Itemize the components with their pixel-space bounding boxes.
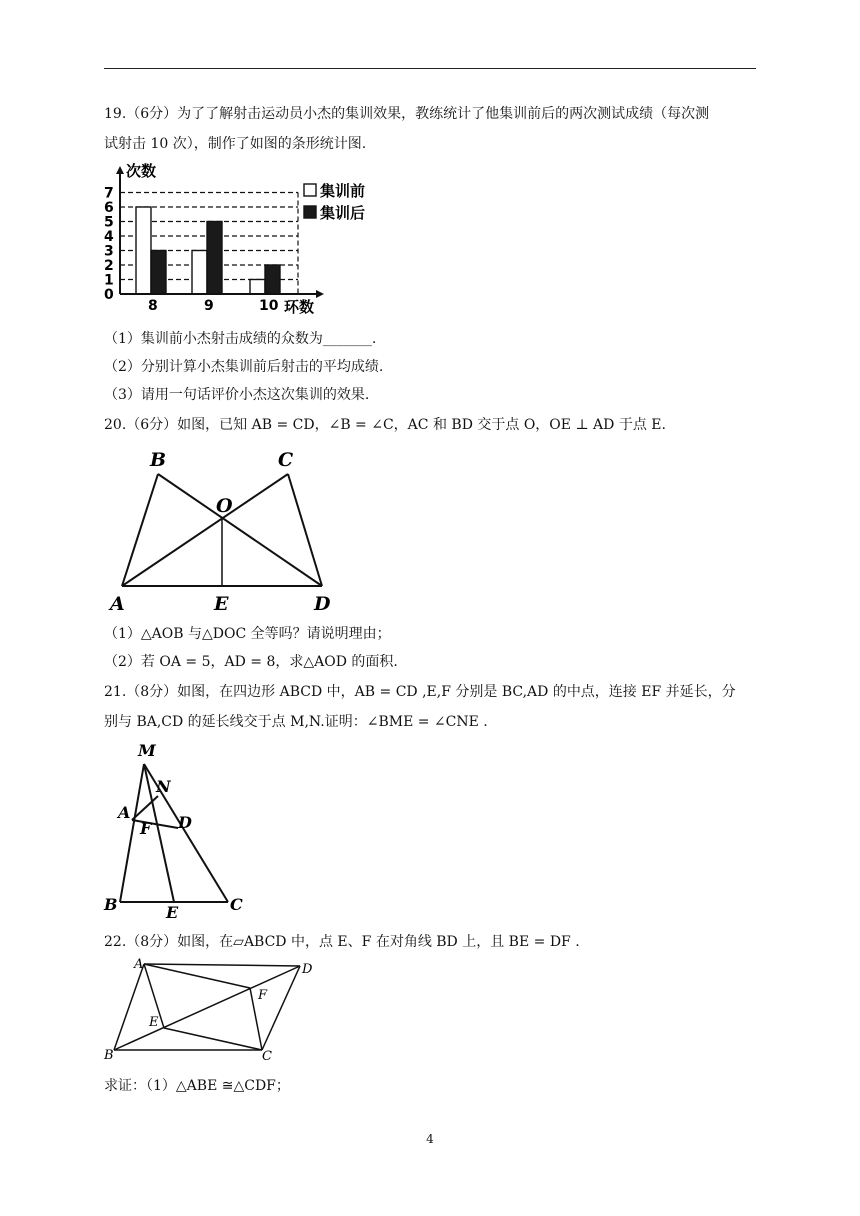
bar-before-10 <box>250 280 265 295</box>
label-A: A <box>118 803 131 822</box>
y-tick-label-6: 6 <box>104 200 114 216</box>
segment-AD <box>132 820 178 828</box>
segment-AC <box>122 474 288 586</box>
segment-EC <box>164 1028 262 1050</box>
label-A: A <box>110 593 125 615</box>
label-M: M <box>138 741 156 760</box>
label-N: N <box>156 777 171 796</box>
y-tick-label-4: 4 <box>104 229 114 245</box>
label-D: D <box>314 593 331 615</box>
q19-sub2: （2）分别计算小杰集训前后射击的平均成绩. <box>104 359 384 375</box>
segment-AD <box>144 964 300 966</box>
label-C: C <box>230 895 243 914</box>
q19-line2: 试射击 10 次），制作了如图的条形统计图. <box>104 136 367 152</box>
q22-figure <box>100 955 330 1067</box>
legend-label-1: 集训后 <box>320 204 366 222</box>
segment-BD <box>158 474 322 586</box>
q22-proof-line: 求证：（1）△ABE ≅△CDF； <box>104 1078 290 1094</box>
q19-bar-chart <box>100 158 390 318</box>
segment-BA <box>114 964 144 1050</box>
page-number: 4 <box>426 1132 434 1146</box>
q21-figure <box>100 740 260 922</box>
label-C: C <box>262 1049 272 1064</box>
q20-sub2: （2）若 OA = 5，AD = 8，求△AOD 的面积. <box>104 654 398 670</box>
segment-AF <box>144 964 250 988</box>
segment-DC <box>262 966 300 1050</box>
y-tick-label-3: 3 <box>104 243 114 260</box>
bar-before-9 <box>192 251 207 295</box>
x-axis-title: 环数 <box>284 298 315 316</box>
label-E: E <box>149 1015 159 1030</box>
label-E: E <box>214 593 229 615</box>
label-C: C <box>278 449 294 471</box>
y-tick-label-7: 7 <box>104 185 114 202</box>
q20-sub1: （1）△AOB 与△DOC 全等吗？请说明理由； <box>104 626 391 642</box>
bar-before-8 <box>136 207 151 294</box>
label-F: F <box>258 988 268 1003</box>
legend-swatch-1 <box>304 206 316 218</box>
q21-line1: 21.（8分）如图，在四边形 ABCD 中，AB = CD ,E,F 分别是 BC,AD 的中点，连接 EF 并延长，分 <box>104 684 736 700</box>
label-A: A <box>134 957 144 972</box>
x-tick-label-8: 8 <box>148 298 158 314</box>
label-B: B <box>150 449 167 471</box>
x-axis-arrow <box>316 290 324 298</box>
legend-swatch-0 <box>304 184 316 196</box>
label-B: B <box>104 1048 114 1063</box>
label-E: E <box>166 903 179 922</box>
legend-label-0: 集训前 <box>320 182 366 200</box>
y-tick-label-5: 5 <box>104 214 114 231</box>
label-F: F <box>140 819 152 838</box>
segment-AB <box>122 474 158 586</box>
y-axis-arrow <box>116 166 124 174</box>
chart-legend <box>304 182 365 222</box>
q22-line1: 22.（8分）如图，在▱ABCD 中，点 E、F 在对角线 BD 上，且 BE = DF . <box>104 934 580 950</box>
q21-line2: 别与 BA,CD 的延长线交于点 M,N.证明：∠BME = ∠CNE . <box>104 714 488 730</box>
label-O: O <box>216 495 233 517</box>
q20-line1: 20.（6分）如图，已知 AB = CD，∠B = ∠C，AC 和 BD 交于点 O，OE ⊥ AD 于点 E. <box>104 417 666 433</box>
q20-figure <box>104 446 344 616</box>
y-tick-label-0: 0 <box>104 287 114 303</box>
bar-after-8 <box>151 251 166 295</box>
segment-CD <box>288 474 322 586</box>
label-B: B <box>104 895 118 914</box>
x-tick-label-9: 9 <box>204 298 214 314</box>
bar-after-10 <box>265 265 280 294</box>
y-tick-label-1: 1 <box>104 272 114 289</box>
bar-after-9 <box>207 222 222 295</box>
y-tick-label-2: 2 <box>104 258 114 274</box>
q19-line1: 19.（6分）为了了解射击运动员小杰的集训效果，教练统计了他集训前后的两次测试成绩（每次测 <box>104 106 710 122</box>
label-D: D <box>178 813 192 832</box>
q19-sub1: （1）集训前小杰射击成绩的众数为_______. <box>104 331 377 347</box>
header-rule <box>104 68 756 69</box>
y-axis-title: 次数 <box>126 162 157 180</box>
label-D: D <box>302 962 313 977</box>
q19-sub3: （3）请用一句话评价小杰这次集训的效果. <box>104 387 370 403</box>
x-tick-label-10: 10 <box>259 298 279 314</box>
